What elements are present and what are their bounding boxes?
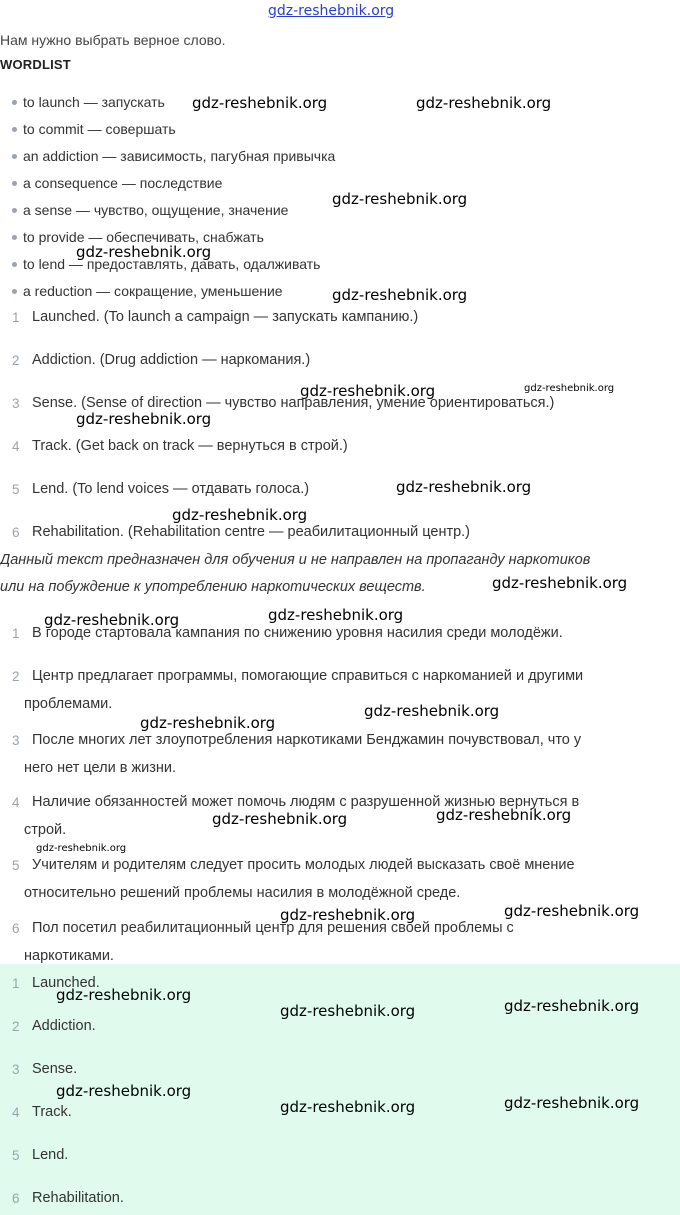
- list-item-text: a consequence — последствие: [23, 175, 223, 191]
- answer-text: Sense. (Sense of direction — чувство направления, умение ориентироваться.): [32, 395, 555, 411]
- item-number: 3: [12, 396, 20, 411]
- answer-text: Lend.: [32, 1147, 69, 1163]
- watermark: gdz-reshebnik.org: [280, 1002, 416, 1020]
- translation-text: него нет цели в жизни.: [24, 760, 177, 776]
- list-item-text: to lend — предоставлять, давать, одалживать: [23, 256, 321, 272]
- list-item-text: a sense — чувство, ощущение, значение: [23, 202, 289, 218]
- watermark: gdz-reshebnik.org: [280, 906, 416, 924]
- answer-text: Track. (Get back on track — вернуться в строй.): [32, 438, 348, 454]
- item-number: 6: [12, 525, 20, 540]
- watermark: gdz-reshebnik.org: [332, 190, 468, 208]
- watermark: gdz-reshebnik.org: [44, 611, 180, 629]
- item-number: 5: [12, 1148, 20, 1163]
- answer-text: Lend. (To lend voices — отдавать голоса.): [32, 481, 310, 497]
- watermark: gdz-reshebnik.org: [436, 806, 572, 824]
- bullet-icon: [12, 208, 17, 213]
- intro-text: Нам нужно выбрать верное слово.: [0, 32, 226, 48]
- list-item: [12, 283, 283, 299]
- translation-text: относительно решений проблемы насилия в молодёжной среде.: [24, 885, 461, 901]
- answer-text: Addiction. (Drug addiction — наркомания.): [32, 352, 311, 368]
- watermark: gdz-reshebnik.org: [504, 997, 640, 1015]
- item-number: 2: [12, 353, 20, 368]
- item-number: 4: [12, 1105, 20, 1120]
- list-item: [12, 175, 222, 191]
- item-number: 6: [12, 1191, 20, 1206]
- list-item: [12, 148, 335, 164]
- translation-text: строй.: [24, 822, 67, 838]
- answer-text: Track.: [32, 1104, 72, 1120]
- translation-text: После многих лет злоупотребления наркотиками Бенджамин почувствовал, что у: [32, 732, 582, 748]
- watermark: gdz-reshebnik.org: [332, 286, 468, 304]
- bullet-icon: [12, 154, 17, 159]
- watermark: gdz-reshebnik.org: [192, 94, 328, 112]
- disclaimer-line: или на побуждение к употреблению наркотических веществ.: [0, 579, 426, 595]
- disclaimer-line: Данный текст предназначен для обучения и не направлен на пропаганду наркотиков: [0, 552, 591, 568]
- item-number: 1: [12, 626, 20, 641]
- watermark: gdz-reshebnik.org: [364, 702, 500, 720]
- watermark: gdz-reshebnik.org: [140, 714, 276, 732]
- translation-text: Центр предлагает программы, помогающие справиться с наркоманией и другими: [32, 668, 584, 684]
- answer-text: Rehabilitation.: [32, 1190, 124, 1206]
- bullet-icon: [12, 100, 17, 105]
- list-item-text: to provide — обеспечивать, снабжать: [23, 229, 264, 245]
- item-number: 2: [12, 669, 20, 684]
- watermark: gdz-reshebnik.org: [524, 383, 615, 394]
- translation-text: наркотиками.: [24, 948, 114, 964]
- list-item-text: to commit — совершать: [23, 121, 176, 137]
- list-item-text: an addiction — зависимость, пагубная привычка: [23, 148, 336, 164]
- watermark: gdz-reshebnik.org: [396, 478, 532, 496]
- bullet-icon: [12, 127, 17, 132]
- bullet-icon: [12, 181, 17, 186]
- bullet-icon: [12, 289, 17, 294]
- bullet-icon: [12, 235, 17, 240]
- watermark: gdz-reshebnik.org: [56, 986, 192, 1004]
- site-link[interactable]: gdz-reshebnik.org: [268, 3, 395, 19]
- list-item: [12, 202, 288, 218]
- item-number: 5: [12, 858, 20, 873]
- translation-text: Наличие обязанностей может помочь людям с разрушенной жизнью вернуться в: [32, 794, 580, 810]
- list-item: [12, 94, 165, 110]
- answer-text: Rehabilitation. (Rehabilitation centre — реабилитационный центр.): [32, 524, 471, 540]
- item-number: 2: [12, 1019, 20, 1034]
- watermark: gdz-reshebnik.org: [280, 1098, 416, 1116]
- watermark: gdz-reshebnik.org: [76, 243, 212, 261]
- item-number: 6: [12, 921, 20, 936]
- translation-text: В городе стартовала кампания по снижению уровня насилия среди молодёжи.: [32, 625, 563, 641]
- watermark: gdz-reshebnik.org: [212, 810, 348, 828]
- answer-text: Sense.: [32, 1061, 78, 1077]
- list-item: [12, 121, 176, 137]
- watermark: gdz-reshebnik.org: [56, 1082, 192, 1100]
- answer-text: Launched. (To launch a campaign — запускать кампанию.): [32, 309, 419, 325]
- item-number: 3: [12, 1062, 20, 1077]
- translation-text: проблемами.: [24, 696, 113, 712]
- watermark: gdz-reshebnik.org: [504, 902, 640, 920]
- bullet-icon: [12, 262, 17, 267]
- answer-text: Launched.: [32, 975, 100, 991]
- list-item-text: a reduction — сокращение, уменьшение: [23, 283, 283, 299]
- item-number: 1: [12, 976, 20, 991]
- wordlist-title: WORDLIST: [0, 57, 71, 72]
- translation-text: Пол посетил реабилитационный центр для решения своей проблемы с: [32, 920, 514, 936]
- watermark: gdz-reshebnik.org: [172, 506, 308, 524]
- answer-text: Addiction.: [32, 1018, 96, 1034]
- watermark: gdz-reshebnik.org: [300, 382, 436, 400]
- item-number: 1: [12, 310, 20, 325]
- watermark: gdz-reshebnik.org: [268, 606, 404, 624]
- item-number: 4: [12, 439, 20, 454]
- watermark: gdz-reshebnik.org: [36, 843, 127, 854]
- watermark: gdz-reshebnik.org: [76, 410, 212, 428]
- item-number: 4: [12, 795, 20, 810]
- item-number: 3: [12, 733, 20, 748]
- translation-text: Учителям и родителям следует просить молодых людей высказать своё мнение: [32, 857, 575, 873]
- watermark: gdz-reshebnik.org: [504, 1094, 640, 1112]
- list-item-text: to launch — запускать: [23, 94, 165, 110]
- watermark: gdz-reshebnik.org: [416, 94, 552, 112]
- watermark: gdz-reshebnik.org: [492, 574, 628, 592]
- item-number: 5: [12, 482, 20, 497]
